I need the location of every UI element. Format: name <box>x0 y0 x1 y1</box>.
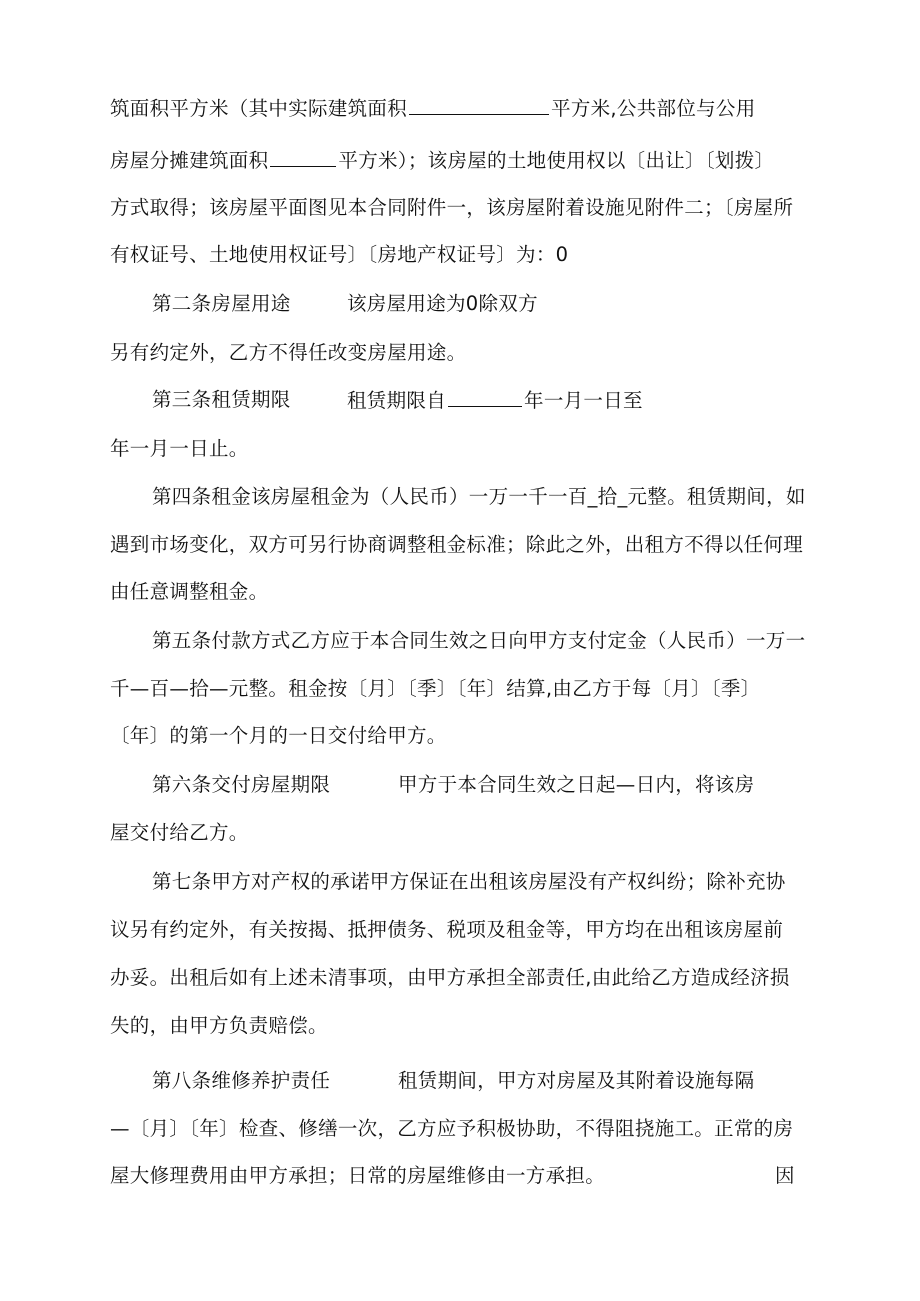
text-segment: 议另有约定外，有关按揭、抵押债务、税项及租金等，甲方均在出租该房屋前 <box>110 918 784 941</box>
text-segment: 年一月一日止。 <box>110 437 249 460</box>
text-segment: 遇到市场变化，双方可另行协商调整租金标准；除此之外，出租方不得以任何理 <box>110 533 804 556</box>
article-heading: 第二条房屋用途 <box>152 292 291 315</box>
text-segment: 租赁期间，甲方对房屋及其附着设施每隔 <box>398 1069 755 1092</box>
text-line <box>110 1013 328 1039</box>
text-line <box>152 291 291 317</box>
text-segment: 千—百—拾—元整。租金按〔月〕〔季〕〔年〕结算,由乙方于每〔月〕〔季〕 <box>110 677 761 700</box>
text-segment: 有权证号、土地使用权证号〕〔房地产权证号〕为：0 <box>110 243 569 266</box>
text-segment: 筑面积平方米（其中实际建筑面积 <box>110 97 408 120</box>
text-line <box>110 95 756 122</box>
article-heading: 第八条维修养护责任 <box>152 1069 331 1092</box>
text-segment: 方式取得；该房屋平面图见本合同附件一，该房屋附着设施见附件二；〔房屋所 <box>110 196 794 219</box>
text-segment: 该房屋用途为0除双方 <box>347 292 538 315</box>
fill-blank <box>270 147 336 167</box>
text-line <box>152 772 330 798</box>
text-line <box>347 387 643 414</box>
fill-blank <box>448 387 522 407</box>
text-segment: 因 <box>775 1164 795 1187</box>
text-segment: 由任意调整租金。 <box>110 580 269 603</box>
text-line <box>347 291 538 317</box>
text-line <box>152 869 786 895</box>
text-line <box>110 340 466 366</box>
text-segment: 房屋分摊建筑面积 <box>110 149 269 172</box>
text-line <box>110 532 803 558</box>
text-line <box>110 242 568 268</box>
text-segment: —〔月〕〔年〕检查、修缮一次，乙方应予积极协助，不得阻挠施工。正常的房 <box>110 1117 794 1140</box>
text-segment: 屋交付给乙方。 <box>110 821 249 844</box>
text-segment: 失的，由甲方负责赔偿。 <box>110 1014 328 1037</box>
text-line <box>110 820 249 846</box>
fill-blank <box>409 95 549 115</box>
text-line <box>398 772 754 798</box>
text-line <box>110 965 790 991</box>
text-segment: 第五条付款方式乙方应于本合同生效之日向甲方支付定金（人民币）一万一 <box>152 629 806 652</box>
text-line <box>110 436 249 462</box>
text-line <box>775 1163 795 1189</box>
text-segment: 办妥。出租后如有上述未清事项，由甲方承担全部责任,由此给乙方造成经济损 <box>110 966 790 989</box>
text-line <box>110 723 447 749</box>
text-line <box>110 147 774 174</box>
text-segment: 另有约定外，乙方不得任改变房屋用途。 <box>110 341 467 364</box>
text-segment: 甲方于本合同生效之日起—日内，将该房 <box>398 773 755 796</box>
text-line <box>152 484 806 510</box>
text-segment: 屋大修理费用由甲方承担；日常的房屋维修由一方承担。 <box>110 1164 606 1187</box>
text-segment: 平方米）；该房屋的土地使用权以〔出让〕〔划拨〕 <box>338 149 775 172</box>
text-line <box>152 387 291 413</box>
text-line <box>110 579 268 605</box>
text-line <box>110 917 783 943</box>
article-heading: 第六条交付房屋期限 <box>152 773 331 796</box>
text-line <box>110 1116 793 1142</box>
text-line <box>110 195 793 221</box>
text-line <box>152 628 805 654</box>
text-line <box>152 1068 330 1094</box>
text-line <box>110 1163 605 1189</box>
text-line <box>398 1068 754 1094</box>
text-line <box>110 676 760 702</box>
text-segment: 〔年〕的第一个月的一日交付给甲方。 <box>110 724 447 747</box>
article-heading: 第三条租赁期限 <box>152 388 291 411</box>
text-segment: 年一月一日至 <box>524 389 643 412</box>
text-segment: 租赁期限自 <box>347 389 447 412</box>
text-segment: 平方米,公共部位与公用 <box>551 97 756 120</box>
text-segment: 第四条租金该房屋租金为（人民币）一万一千一百_拾_元整。租赁期间，如 <box>152 485 806 508</box>
text-segment: 第七条甲方对产权的承诺甲方保证在出租该房屋没有产权纠纷；除补充协 <box>152 870 786 893</box>
